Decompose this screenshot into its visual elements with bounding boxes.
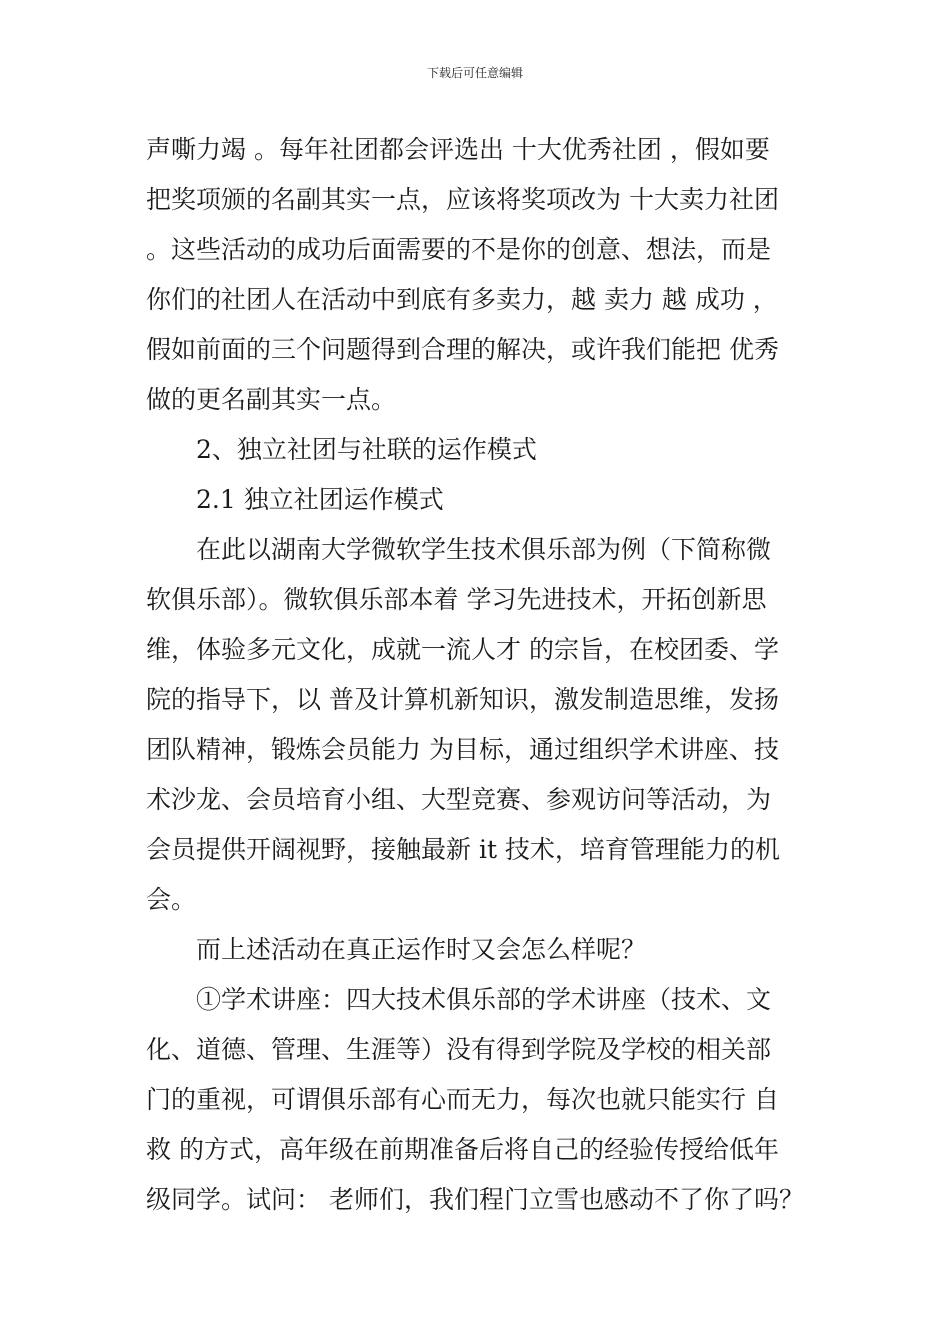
text-line: 救 的方式，高年级在前期准备后将自己的经验传授给低年: [146, 1135, 779, 1164]
text-line: 团队精神，锻炼会员能力 为目标，通过组织学术讲座、技: [146, 735, 779, 764]
text-line: 你们的社团人在活动中到底有多卖力，越 卖力 越 成功 ，: [146, 285, 778, 314]
text-line: 把奖项颁的名副其实一点，应该将奖项改为 十大卖力社团: [146, 185, 779, 214]
text-line: 级同学。试问： 老师们，我们程门立雪也感动不了你了吗？: [146, 1185, 804, 1214]
text-line: 会员提供开阔视野，接触最新 it 技术，培育管理能力的机: [146, 835, 780, 864]
page-header: 下载后可任意编辑: [426, 66, 523, 80]
text-line: 假如前面的三个问题得到合理的解决，或许我们能把 优秀: [146, 335, 779, 364]
text-line: 而上述活动在真正运作时又会怎么样呢？: [146, 935, 647, 964]
text-line: ①学术讲座：四大技术俱乐部的学术讲座（技术、文: [146, 985, 772, 1014]
text-line: 院的指导下，以 普及计算机新知识，激发制造思维，发扬: [146, 685, 779, 714]
subsection-heading: 2.1 独立社团运作模式: [146, 485, 444, 514]
text-line: 门的重视，可谓俱乐部有心而无力，每次也就只能实行 自: [146, 1085, 779, 1114]
text-line: 在此以湖南大学微软学生技术俱乐部为例（下简称微: [146, 535, 772, 564]
text-line: 做的更名副其实一点。: [146, 385, 397, 414]
text-line: 术沙龙、会员培育小组、大型竞赛、参观访问等活动，为: [146, 785, 772, 814]
text-line: 维，体验多元文化，成就一流人才 的宗旨，在校团委、学: [146, 635, 779, 664]
text-line: 。这些活动的成功后面需要的不是你的创意、想法，而是: [146, 235, 772, 264]
text-line: 软俱乐部）。微软俱乐部本着 学习先进技术，开拓创新思: [146, 585, 767, 614]
text-line: 化、道德、管理、生涯等）没有得到学院及学校的相关部: [146, 1035, 772, 1064]
section-heading: 2、独立社团与社联的运作模式: [146, 435, 537, 464]
text-line: 会。: [146, 885, 197, 914]
text-line: 声嘶力竭 。每年社团都会评选出 十大优秀社团 ，假如要: [146, 135, 770, 164]
